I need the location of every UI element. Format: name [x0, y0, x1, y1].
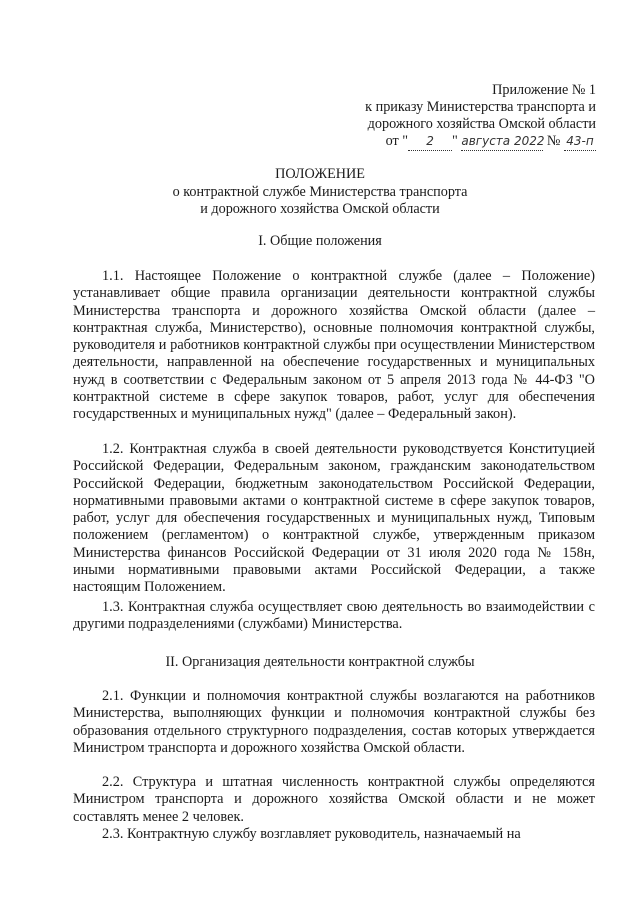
- appendix-line-3: дорожного хозяйства Омской области: [367, 116, 596, 132]
- paragraph-2-1: 2.1. Функции и полномочия контрактной службы возлагаются на работников Министерства, выполняющих функции и полномочия контрактной службы без образования отдельного структурного подразделения, состав которых утверждается Министром транспорта и дорожного хозяйства Омской области.: [73, 688, 595, 756]
- section-1-heading: I. Общие положения: [258, 233, 382, 249]
- document-heading: ПОЛОЖЕНИЕ: [275, 166, 365, 182]
- appendix-line-2: к приказу Министерства транспорта и: [365, 99, 596, 115]
- document-subtitle-line-2: и дорожного хозяйства Омской области: [200, 201, 440, 217]
- handwritten-month-year: августа 2022: [461, 133, 543, 151]
- paragraph-1-2: 1.2. Контрактная служба в своей деятельности руководствуется Конституцией Российской Федерации, Федеральным законом, гражданским законодательством Российской Федерации, бюджетным законодательством Российской Федерации, нормативными правовыми актами о контрактной системе в сфере закупок товаров, работ, услуг для обеспечения государственных и муниципальных нужд, Типовым положением (регламентом) о контрактной службе, утвержденным приказом Министерства финансов Российской Федерации от 31 июля 2020 года № 158н, иными нормативными правовыми актами Российской Федерации, а также настоящим Положением.: [73, 441, 595, 596]
- date-prefix: от ": [385, 133, 409, 149]
- handwritten-order-number: 43-п: [564, 133, 596, 151]
- handwritten-day: 2: [408, 133, 452, 151]
- appendix-line-1: Приложение № 1: [492, 82, 596, 98]
- paragraph-1-1: 1.1. Настоящее Положение о контрактной службе (далее – Положение) устанавливает общие правила организации деятельности контрактной службы Министерства транспорта и дорожного хозяйства Омской области (далее – контрактная служба, Министерство), основные полномочия контрактной службы, руководителя и работников контрактной службы при осуществлении Министерством деятельности, направленной на обеспечение государственных и муниципальных нужд в соответствии с Федеральным законом от 5 апреля 2013 года № 44-ФЗ "О контрактной системе в сфере закупок товаров, работ, услуг для обеспечения государственных и муниципальных нужд" (далее – Федеральный закон).: [73, 268, 595, 423]
- appendix-block: [365, 82, 596, 151]
- number-sign: №: [546, 133, 561, 149]
- section-2-heading: II. Организация деятельности контрактной службы: [165, 654, 475, 670]
- document-subtitle-line-1: о контрактной службе Министерства транспорта: [172, 184, 468, 200]
- date-mid: ": [452, 133, 458, 149]
- paragraph-1-3: 1.3. Контрактная служба осуществляет свою деятельность во взаимодействии с другими подразделениями (службами) Министерства.: [73, 599, 595, 633]
- appendix-date-line: [365, 133, 596, 151]
- paragraph-2-3: 2.3. Контрактную службу возглавляет руководитель, назначаемый на: [102, 826, 521, 842]
- paragraph-2-2: 2.2. Структура и штатная численность контрактной службы определяются Министром транспорта и дорожного хозяйства Омской области и не может составлять менее 2 человек.: [73, 774, 595, 825]
